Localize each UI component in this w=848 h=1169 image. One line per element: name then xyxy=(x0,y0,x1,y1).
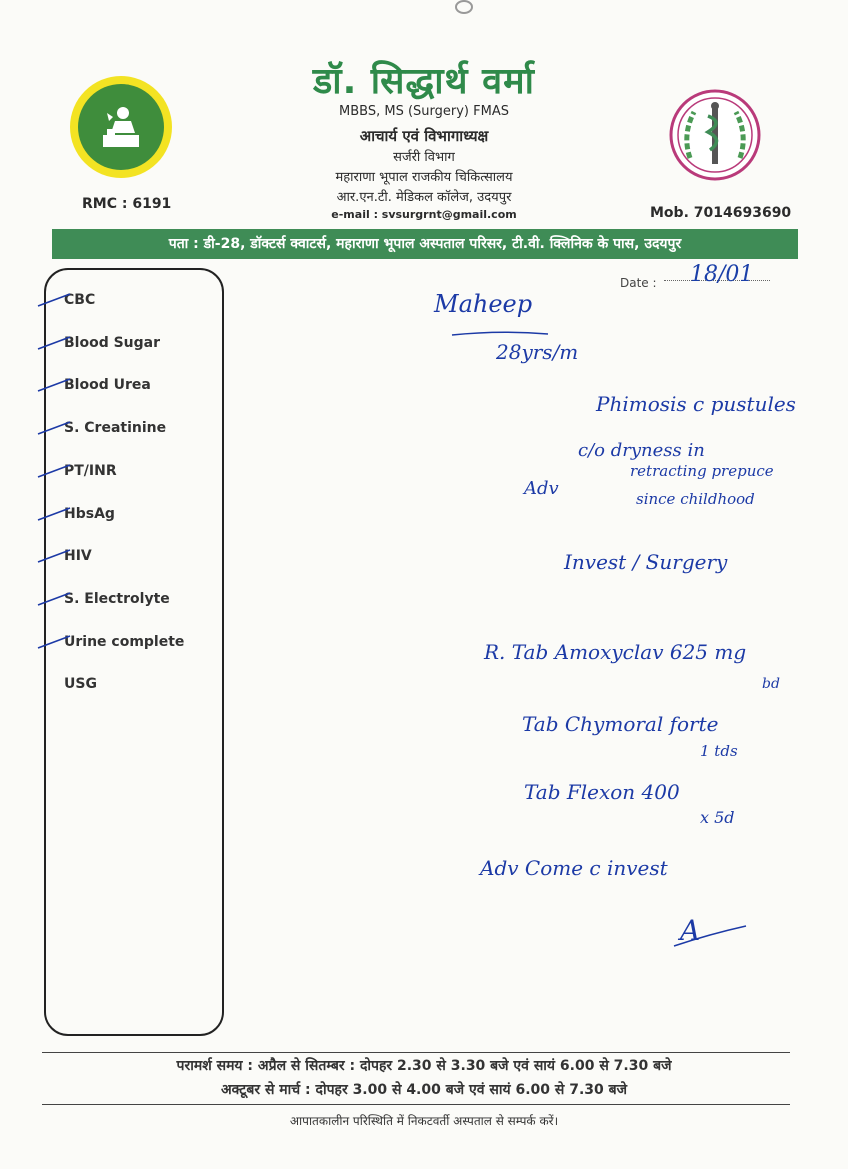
tick-mark-icon xyxy=(34,373,74,397)
signature: A xyxy=(680,914,701,947)
tick-mark-icon xyxy=(34,416,74,440)
age-sex: 28yrs/m xyxy=(496,340,579,364)
patient-name: Maheep xyxy=(434,290,533,318)
rx-line-1-dose: bd xyxy=(762,676,780,692)
rx-line-3-dose: x 5d xyxy=(700,808,735,827)
mobile-number: Mob. 7014693690 xyxy=(650,205,792,221)
rx-line-3: Tab Flexon 400 xyxy=(524,780,680,804)
rx-line-2: Tab Chymoral forte xyxy=(522,712,719,736)
tick-mark-icon xyxy=(34,459,74,483)
tick-mark-icon xyxy=(34,630,74,654)
designation: आचार्य एवं विभागाध्यक्ष xyxy=(359,127,489,145)
department: सर्जरी विभाग xyxy=(393,150,455,165)
name-underline xyxy=(450,330,550,338)
test-item: CBC xyxy=(64,292,96,308)
test-item: S. Electrolyte xyxy=(64,591,170,607)
diagnosis-line-2: c/o dryness in xyxy=(578,440,705,461)
test-item: Blood Urea xyxy=(64,377,151,393)
advice-line-2: Adv Come c invest xyxy=(480,856,668,880)
test-item: HIV xyxy=(64,548,92,564)
test-item: HbsAg xyxy=(64,506,115,522)
footer-rule-top xyxy=(42,1052,790,1053)
test-item: Blood Sugar xyxy=(64,335,161,351)
institution: महाराणा भूपाल राजकीय चिकित्सालय xyxy=(335,170,513,185)
diagnosis-line-1: Phimosis c pustules xyxy=(596,392,796,416)
email: e-mail : svsurgrnt@gmail.com xyxy=(331,208,517,221)
punch-hole xyxy=(455,0,473,14)
qualifications: MBBS, MS (Surgery) FMAS xyxy=(339,104,509,119)
college: आर.एन.टी. मेडिकल कॉलेज, उदयपुर xyxy=(336,190,512,205)
tick-mark-icon xyxy=(34,544,74,568)
diagnosis-line-4: since childhood xyxy=(636,490,755,508)
plan-note: Invest / Surgery xyxy=(564,550,728,574)
timing-line-2: अक्टूबर से मार्च : दोपहर 3.00 से 4.00 बजे एवं सायं 6.00 से 7.30 बजे xyxy=(220,1082,628,1098)
rmc-number: RMC : 6191 xyxy=(82,196,172,212)
tick-mark-icon xyxy=(34,288,74,312)
timing-line-1: परामर्श समय : अप्रैल से सितम्बर : दोपहर 2.30 से 3.30 बजे एवं सायं 6.00 से 7.30 बजे xyxy=(176,1058,672,1074)
emergency-note: आपातकालीन परिस्थिति में निकटवर्ती अस्पताल से सम्पर्क करें। xyxy=(289,1114,559,1128)
diagnosis-line-3: retracting prepuce xyxy=(630,462,774,480)
footer-rule-bottom xyxy=(42,1104,790,1105)
tick-mark-icon xyxy=(34,331,74,355)
tick-mark-icon xyxy=(34,502,74,526)
test-item: PT/INR xyxy=(64,463,117,479)
date-value: 18/01 xyxy=(690,262,754,287)
test-item: Urine complete xyxy=(64,634,185,650)
rx-line-1: R. Tab Amoxyclav 625 mg xyxy=(484,640,747,664)
rx-line-2-dose: 1 tds xyxy=(700,742,738,760)
signature-stroke xyxy=(670,920,750,950)
advice-label-1: Adv xyxy=(524,478,559,499)
doctor-name: डॉ. सिद्धार्थ वर्मा xyxy=(313,61,535,102)
date-label: Date : xyxy=(620,276,657,290)
test-item: S. Creatinine xyxy=(64,420,167,436)
test-item: USG xyxy=(64,676,97,692)
address-bar: पता : डी-28, डॉक्टर्स क्वाटर्स, महाराणा भूपाल अस्पताल परिसर, टी.वी. क्लिनिक के पास, उदयपुर xyxy=(52,229,798,259)
tick-mark-icon xyxy=(34,587,74,611)
